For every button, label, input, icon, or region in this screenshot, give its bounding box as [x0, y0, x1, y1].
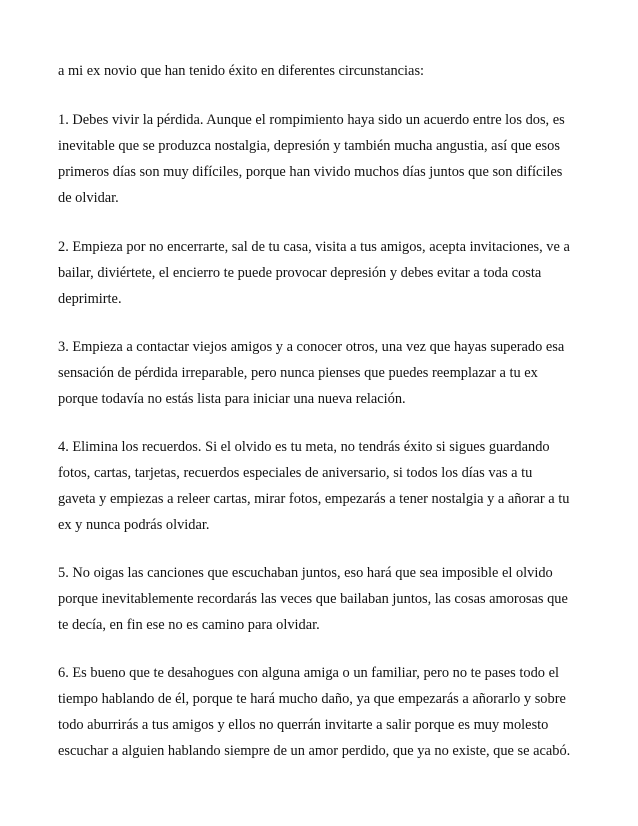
- intro-line: a mi ex novio que han tenido éxito en diferentes circunstancias:: [58, 63, 425, 79]
- paragraph-line: inevitable que se produzca nostalgia, depresión y también mucha angustia, así que esos: [58, 138, 560, 154]
- paragraph-line: primeros días son muy difíciles, porque han vivido muchos días juntos que son difíciles: [58, 164, 563, 180]
- paragraph-line: bailar, diviértete, el encierro te puede provocar depresión y debes evitar a toda costa: [58, 265, 542, 281]
- paragraph-line: porque todavía no estás lista para iniciar una nueva relación.: [58, 391, 406, 407]
- paragraph-line: te decía, en fin ese no es camino para olvidar.: [58, 617, 320, 633]
- paragraph-line: 1. Debes vivir la pérdida. Aunque el rompimiento haya sido un acuerdo entre los dos, es: [58, 112, 565, 128]
- paragraph-line: 3. Empieza a contactar viejos amigos y a conocer otros, una vez que hayas superado esa: [58, 339, 565, 355]
- paragraph-line: 6. Es bueno que te desahogues con alguna amiga o un familiar, pero no te pases todo el: [58, 665, 559, 681]
- paragraph-line: de olvidar.: [58, 190, 119, 206]
- paragraph-5: [58, 560, 598, 638]
- paragraph-line: gaveta y empiezas a releer cartas, mirar fotos, empezarás a tener nostalgia y a añorar a tu: [58, 491, 570, 507]
- paragraph-line: 5. No oigas las canciones que escuchaban juntos, eso hará que sea imposible el olvido: [58, 565, 553, 581]
- paragraph-2: [58, 234, 598, 312]
- paragraph-line: deprimirte.: [58, 291, 122, 307]
- paragraph-line: porque inevitablemente recordarás las veces que bailaban juntos, las cosas amorosas que: [58, 591, 568, 607]
- paragraph-line: sensación de pérdida irreparable, pero nunca pienses que puedes reemplazar a tu ex: [58, 365, 538, 381]
- paragraph-line: 4. Elimina los recuerdos. Si el olvido es tu meta, no tendrás éxito si sigues guardando: [58, 439, 550, 455]
- paragraph-line: ex y nunca podrás olvidar.: [58, 517, 210, 533]
- paragraph-3: [58, 334, 598, 412]
- paragraph-line: tiempo hablando de él, porque te hará mucho daño, ya que empezarás a añorarlo y sobre: [58, 691, 566, 707]
- paragraph-line: todo aburrirás a tus amigos y ellos no querrán invitarte a salir porque es muy molesto: [58, 717, 549, 733]
- paragraph-line: fotos, cartas, tarjetas, recuerdos especiales de aniversario, si todos los días vas a tu: [58, 465, 533, 481]
- paragraph-6: [58, 660, 598, 764]
- paragraph-1: [58, 107, 598, 211]
- paragraph-4: [58, 434, 598, 538]
- paragraph-line: 2. Empieza por no encerrarte, sal de tu casa, visita a tus amigos, acepta invitaciones, ve a: [58, 239, 570, 255]
- intro-text: [58, 58, 598, 84]
- paragraph-line: escuchar a alguien hablando siempre de un amor perdido, que ya no existe, que se acabó.: [58, 743, 571, 759]
